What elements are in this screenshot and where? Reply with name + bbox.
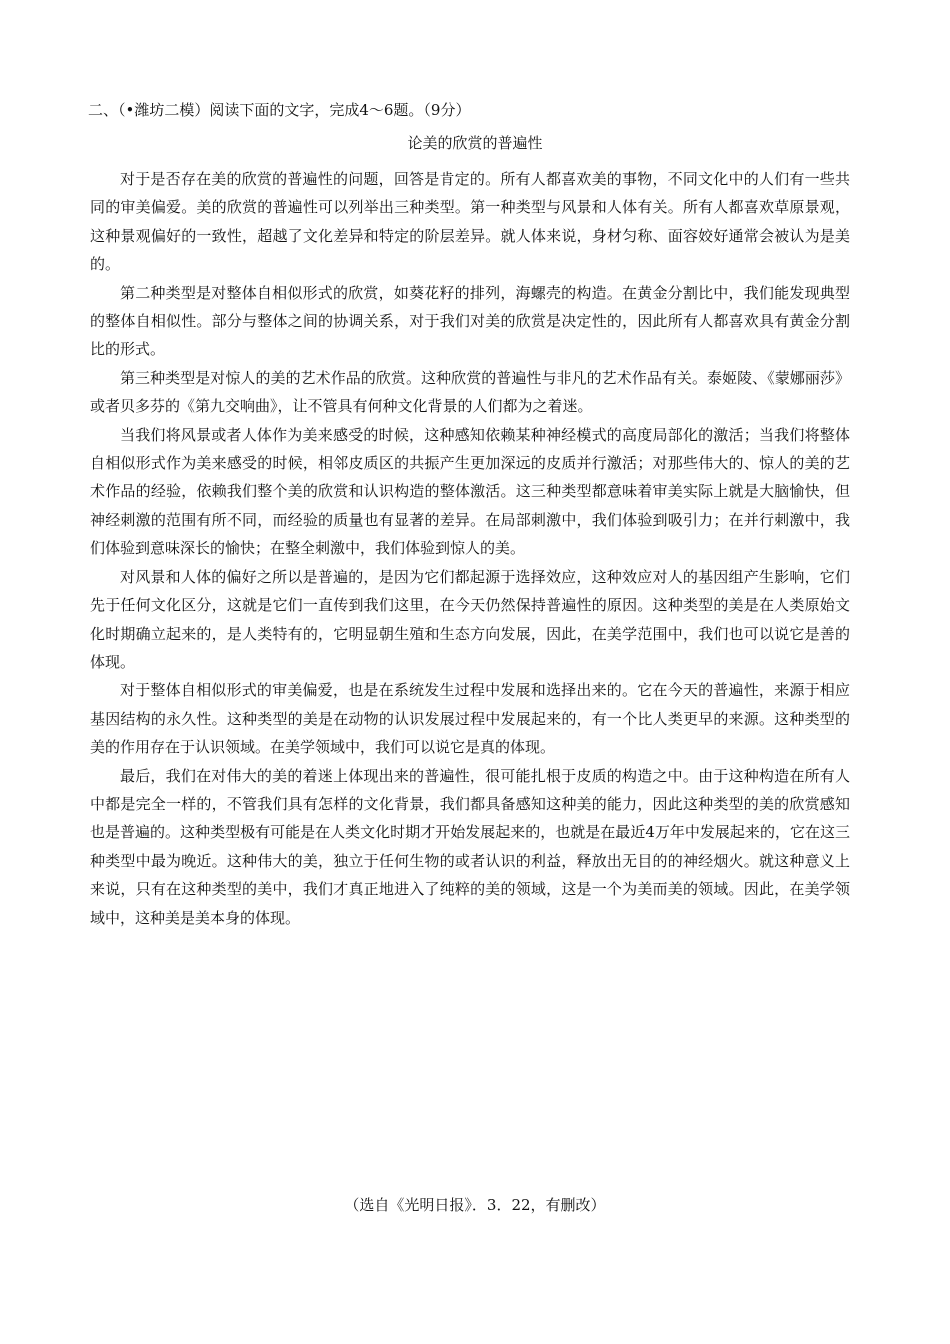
article-paragraph: 对于是否存在美的欣赏的普遍性的问题，回答是肯定的。所有人都喜欢美的事物，不同文化中的人们有一些共同的审美偏爱。美的欣赏的普遍性可以列举出三种类型。第一种类型与风景和人体有关。所有人都喜欢草原景观，这种景观偏好的一致性，超越了文化差异和特定的阶层差异。就人体来说，身材匀称、面容姣好通常会被认为是美的。 — [90, 170, 850, 274]
article-paragraph: 对风景和人体的偏好之所以是普遍的，是因为它们都起源于选择效应，这种效应对人的基因组产生影响，它们先于任何文化区分，这就是它们一直传到我们这里，在今天仍然保持普遍性的原因。这种类型的美是在人类原始文化时期确立起来的，是人类特有的，它明显朝生殖和生态方向发展，因此，在美学范围中，我们也可以说它是善的体现。 — [90, 567, 850, 671]
article-title: 论美的欣赏的普遍性 — [407, 134, 543, 152]
article-source: （选自《光明日报》．3．22，有删改） — [344, 1196, 606, 1214]
article-paragraph: 最后，我们在对伟大的美的着迷上体现出来的普遍性，很可能扎根于皮质的构造之中。由于这种构造在所有人中都是完全一样的，不管我们具有怎样的文化背景，我们都具备感知这种美的能力，因此这种类型的美的欣赏感知也是普遍的。这种类型极有可能是在人类文化时期才开始发展起来的，也就是在最近4万年中发展起来的，它在这三种类型中最为晚近。这种伟大的美，独立于任何生物的或者认识的利益，释放出无目的的神经烟火。就这种意义上来说，只有在这种类型的美中，我们才真正地进入了纯粹的美的领域，这是一个为美而美的领域。因此，在美学领域中，这种美是美本身的体现。 — [90, 766, 850, 927]
article-paragraph: 第二种类型是对整体自相似形式的欣赏，如葵花籽的排列，海螺壳的构造。在黄金分割比中，我们能发现典型的整体自相似性。部分与整体之间的协调关系，对于我们对美的欣赏是决定性的，因此所有人都喜欢具有黄金分割比的形式。 — [90, 283, 850, 359]
article-paragraph: 当我们将风景或者人体作为美来感受的时候，这种感知依赖某种神经模式的高度局部化的激活；当我们将整体自相似形式作为美来感受的时候，相邻皮质区的共振产生更加深远的皮质并行激活；对那些伟大的、惊人的美的艺术作品的经验，依赖我们整个美的欣赏和认识构造的整体激活。这三种类型都意味着审美实际上就是大脑愉快，但神经刺激的范围有所不同，而经验的质量也有显著的差异。在局部刺激中，我们体验到吸引力；在并行刺激中，我们体验到意味深长的愉快；在整全刺激中，我们体验到惊人的美。 — [90, 425, 850, 558]
article-paragraph: 第三种类型是对惊人的美的艺术作品的欣赏。这种欣赏的普遍性与非凡的艺术作品有关。泰姬陵、《蒙娜丽莎》或者贝多芬的《第九交响曲》，让不管具有何种文化背景的人们都为之着迷。 — [90, 368, 850, 416]
article-paragraph: 对于整体自相似形式的审美偏爱，也是在系统发生过程中发展和选择出来的。它在今天的普遍性，来源于相应基因结构的永久性。这种类型的美是在动物的认识发展过程中发展起来的，有一个比人类更早的来源。这种类型的美的作用存在于认识领域。在美学领域中，我们可以说它是真的体现。 — [90, 681, 850, 757]
article-body — [90, 165, 850, 932]
question-header: 二、（•潍坊二模）阅读下面的文字，完成4～6题。（9分） — [88, 101, 471, 119]
